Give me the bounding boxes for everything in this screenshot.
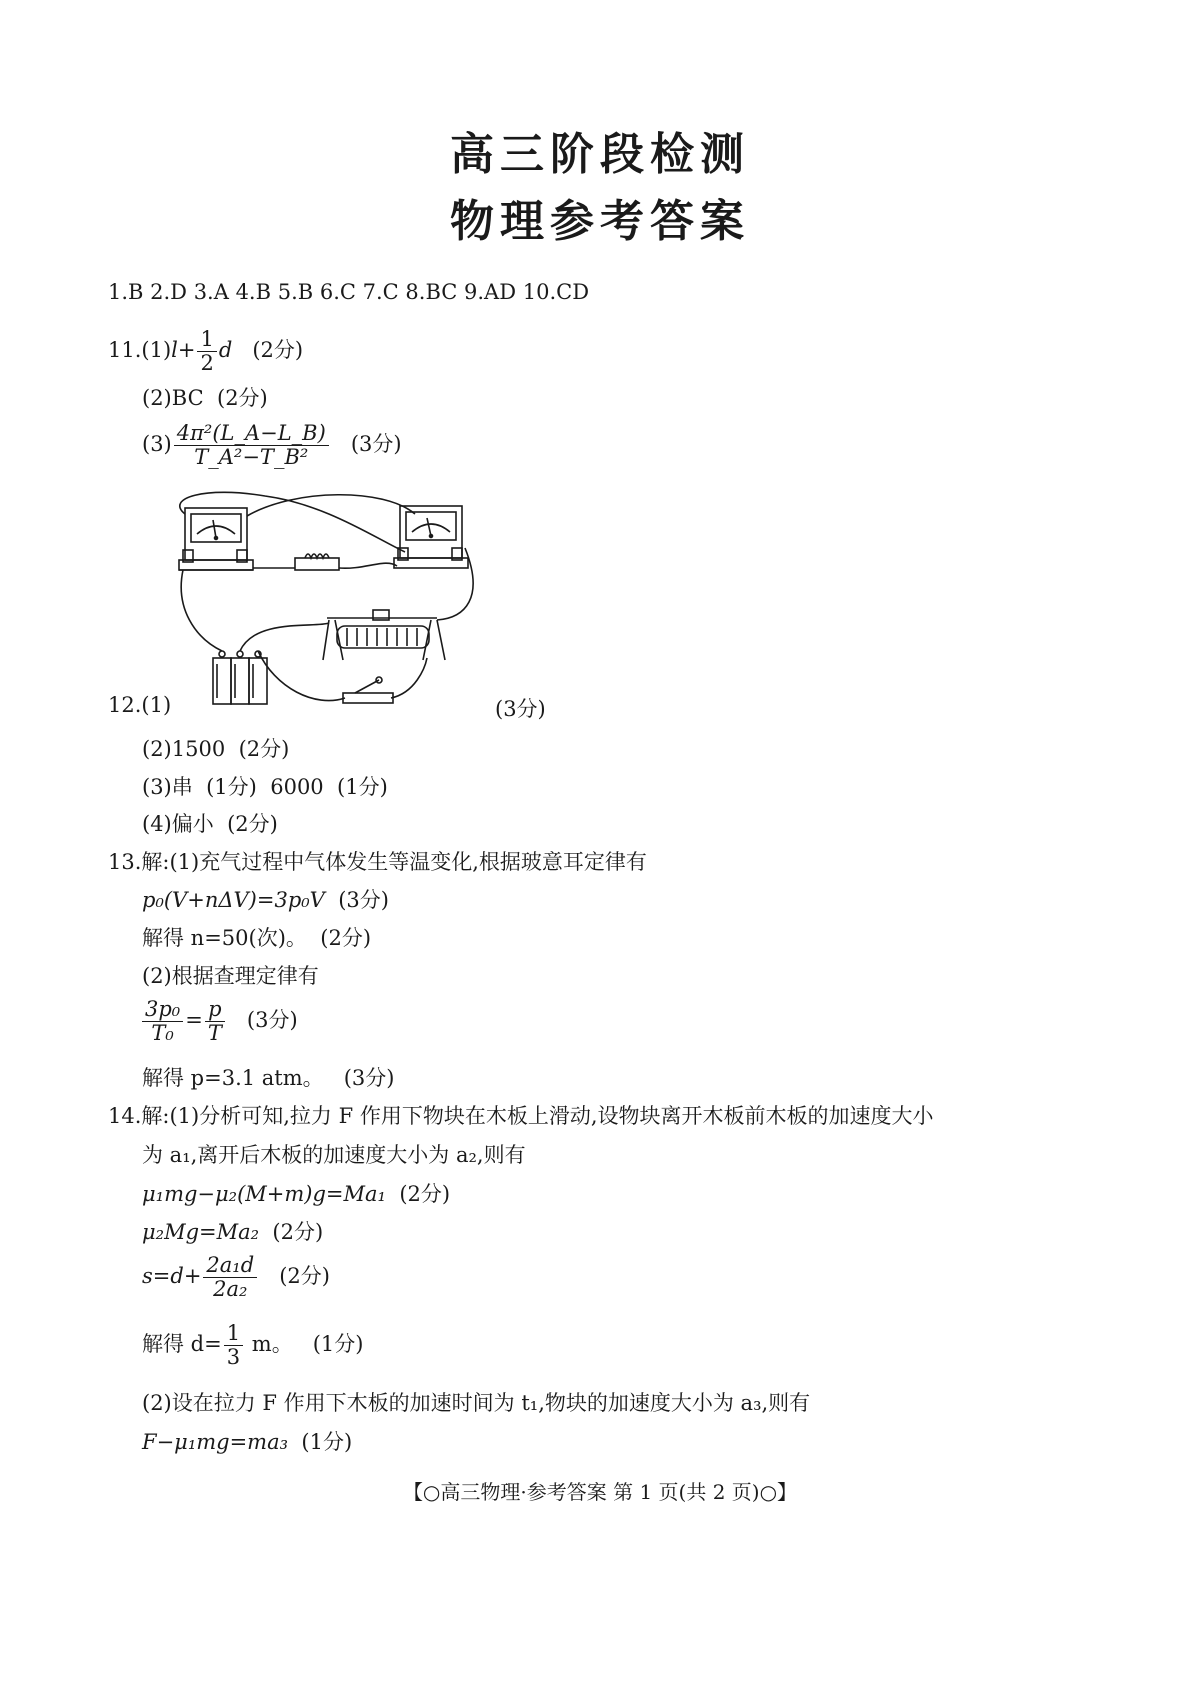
circuit-diagram: [165, 488, 475, 713]
q14-line3: μ₁mg−μ₂(M+m)g=Ma₁ (2分): [142, 1182, 451, 1206]
q14-line6: 解得 d= $\frac{1}{3}$ m。 (1分): [142, 1321, 364, 1370]
q12-part3: (3)串 (1分) 6000 (1分): [142, 775, 388, 799]
q11-part2: (2)BC (2分): [142, 386, 268, 410]
q13-line3: 解得 n=50(次)。 (2分): [142, 926, 372, 950]
q14-line1: 14.解:(1)分析可知,拉力 F 作用下物块在木板上滑动,设物块离开木板前木板的加速度大小: [108, 1104, 934, 1128]
q11-part3: (3) $\frac{\text{4π²(L\_A−L\_B)}}{\text{T\_A²−T\_B²}}$ (3分): [142, 421, 402, 470]
q14-line7: (2)设在拉力 F 作用下木板的加速时间为 t₁,物块的加速度大小为 a₃,则有: [142, 1391, 811, 1415]
q11-part1-score: (2分): [252, 338, 304, 363]
q12-part1-score: (3分): [495, 697, 546, 721]
q13-line1: 13.解:(1)充气过程中气体发生等温变化,根据玻意耳定律有: [108, 850, 647, 874]
q13-line6: 解得 p=3.1 atm。 (3分): [142, 1066, 395, 1090]
q14-line8: F−μ₁mg=ma₃ (1分): [142, 1430, 353, 1454]
page-title: 高三阶段检测: [450, 129, 750, 180]
choice-answers: 1.B 2.D 3.A 4.B 5.B 6.C 7.C 8.BC 9.AD 10.CD: [108, 280, 590, 304]
q14-line5: s=d+ $\frac{\text{2a₁d}}{\text{2a₂}}$ (2分): [142, 1253, 330, 1302]
q13-line5: $\frac{\text{3p₀}}{\text{T₀}}$ = $\frac{p}{T}$ (3分): [140, 998, 298, 1045]
ammeter-icon: [394, 506, 468, 568]
page-subtitle: 物理参考答案: [450, 196, 750, 247]
q14-line2: 为 a₁,离开后木板的加速度大小为 a₂,则有: [142, 1143, 526, 1167]
q12-part1-label: 12.(1): [108, 693, 172, 717]
q14-line4: μ₂Mg=Ma₂ (2分): [142, 1220, 324, 1244]
q11-part1: 11.(1)l+ $\frac{1}{2}$ d (2分): [108, 327, 304, 376]
battery-icon: [213, 651, 267, 704]
page-footer: 【○高三物理·参考答案 第 1 页(共 2 页)○】: [402, 1480, 798, 1504]
switch-icon: [343, 677, 393, 703]
q13-line4: (2)根据查理定律有: [142, 964, 319, 988]
q12-part4: (4)偏小 (2分): [142, 812, 278, 836]
rheostat-icon: [323, 610, 445, 660]
q13-line2: p₀(V+nΔV)=3p₀V (3分): [142, 888, 389, 912]
resistor-icon: [295, 554, 339, 570]
voltmeter-icon: [179, 508, 253, 570]
q12-part2: (2)1500 (2分): [142, 737, 290, 761]
